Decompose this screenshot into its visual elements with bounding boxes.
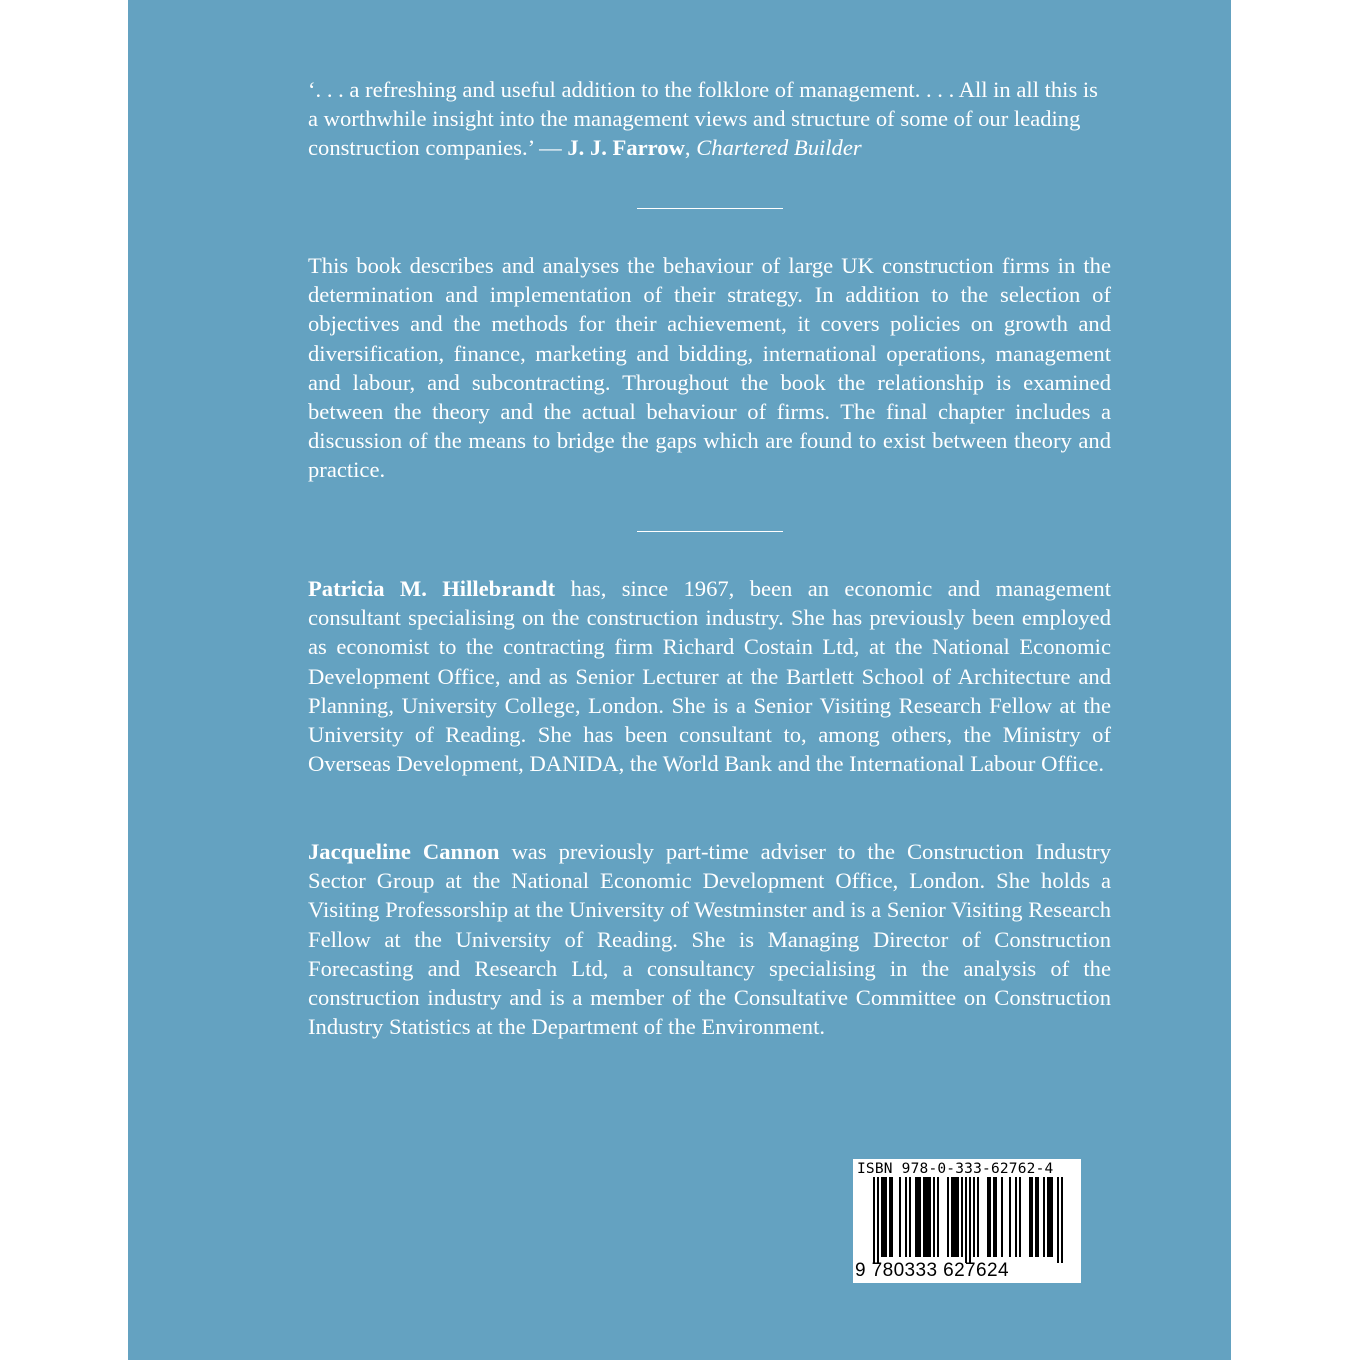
- barcode-bar: [877, 1177, 879, 1263]
- barcode-bar: [937, 1177, 939, 1257]
- barcode-bar: [951, 1177, 953, 1257]
- author-bio-hillebrandt: [308, 574, 1111, 778]
- barcode-bar: [1015, 1177, 1017, 1257]
- barcode-bar: [925, 1177, 927, 1257]
- barcode-bar: [1061, 1177, 1063, 1263]
- barcode-bar: [955, 1177, 957, 1257]
- barcode-bar: [1051, 1177, 1053, 1257]
- barcode-bar: [1037, 1177, 1039, 1257]
- barcode-bar: [1057, 1177, 1059, 1263]
- divider-rule: [637, 208, 783, 209]
- barcode-bar: [899, 1177, 901, 1257]
- barcode-bar: [889, 1177, 891, 1257]
- ean-digits: 9 780333 627624: [855, 1260, 1009, 1281]
- barcode-bar: [1049, 1177, 1051, 1257]
- author-name: Patricia M. Hillebrandt: [308, 576, 556, 601]
- barcode-bar: [1047, 1177, 1049, 1257]
- barcode-bar: [989, 1177, 991, 1257]
- quote-text: ‘. . . a refreshing and useful addition to the folklore of management. . . . All in all this is a worthwhile insight into the management views and structure of some of our leading construction companies.’ —: [308, 77, 1098, 161]
- author-name: Jacqueline Cannon: [308, 839, 500, 864]
- quote-author: J. J. Farrow: [567, 135, 685, 161]
- barcode-bar: [1001, 1177, 1003, 1257]
- review-quote: [308, 75, 1111, 163]
- barcode-bar: [909, 1177, 911, 1257]
- barcode-bar: [1031, 1177, 1033, 1257]
- barcode-bar: [1019, 1177, 1021, 1257]
- barcode-bar: [993, 1177, 995, 1257]
- barcode-bar: [917, 1177, 919, 1257]
- barcode-bar: [995, 1177, 997, 1257]
- author-bio-text: has, since 1967, been an economic and management consultant specialising on the construction industry. She has previously been employed as economist to the contracting firm Richard Costain Ltd, at the National Economic Development Office, and as Senior Lecturer at the Bartlett School of Architecture and Planning, University College, London. She is a Senior Visiting Research Fellow at the University of Reading. She has been consultant to, among others, the Ministry of Overseas Development, DANIDA, the World Bank and the International Labour Office.: [308, 576, 1111, 777]
- barcode-bar: [881, 1177, 883, 1257]
- barcode-bar: [891, 1177, 893, 1257]
- divider-rule: [637, 531, 783, 532]
- barcode-bar: [915, 1177, 917, 1257]
- barcode-bar: [987, 1177, 989, 1257]
- barcode-bar: [973, 1177, 975, 1257]
- barcode-bar: [977, 1177, 979, 1257]
- barcode-bar: [969, 1177, 971, 1263]
- barcode-bar: [919, 1177, 921, 1257]
- quote-source: Chartered Builder: [696, 135, 862, 161]
- barcode-bar: [1043, 1177, 1045, 1257]
- isbn-label: ISBN 978-0-333-62762-4: [857, 1161, 1054, 1177]
- barcode-bar: [929, 1177, 931, 1257]
- quote-separator: ,: [684, 135, 697, 161]
- barcode-bar: [965, 1177, 967, 1263]
- barcode-bar: [873, 1177, 875, 1263]
- barcode-bar: [933, 1177, 935, 1257]
- barcode-bar: [953, 1177, 955, 1257]
- barcode-bar: [885, 1177, 887, 1257]
- barcode-bar: [1035, 1177, 1037, 1257]
- isbn-barcode: [853, 1159, 1081, 1283]
- barcode-bar: [883, 1177, 885, 1257]
- barcode-bars: [853, 1177, 1081, 1263]
- author-bio-cannon: [308, 837, 1111, 1041]
- barcode-bar: [947, 1177, 949, 1257]
- author-bio-text: was previously part-time adviser to the Construction Industry Sector Group at the National Economic Development Office, London. She holds a Visiting Professorship at the University of Westminster and is a Senior Visiting Research Fellow at the University of Reading. She is Managing Director of Construction Forecasting and Research Ltd, a consultancy specialising in the analysis of the construction industry and is a member of the Consultative Committee on Construction Industry Statistics at the Department of the Environment.: [308, 839, 1111, 1040]
- barcode-bar: [961, 1177, 963, 1257]
- barcode-bar: [1009, 1177, 1011, 1257]
- barcode-bar: [905, 1177, 907, 1257]
- barcode-bar: [1029, 1177, 1031, 1257]
- barcode-bar: [957, 1177, 959, 1257]
- book-description: This book describes and analyses the behaviour of large UK construction firms in the determination and implementation of their strategy. In addition to the selection of objectives and the methods for their achievement, it covers policies on growth and diversification, finance, marketing and bidding, international operations, management and labour, and subcontracting. Throughout the book the relationship is examined between the theory and the actual behaviour of firms. The final chapter includes a discussion of the means to bridge the gaps which are found to exist between theory and practice.: [308, 253, 1111, 483]
- barcode-bar: [927, 1177, 929, 1257]
- barcode-bar: [923, 1177, 925, 1257]
